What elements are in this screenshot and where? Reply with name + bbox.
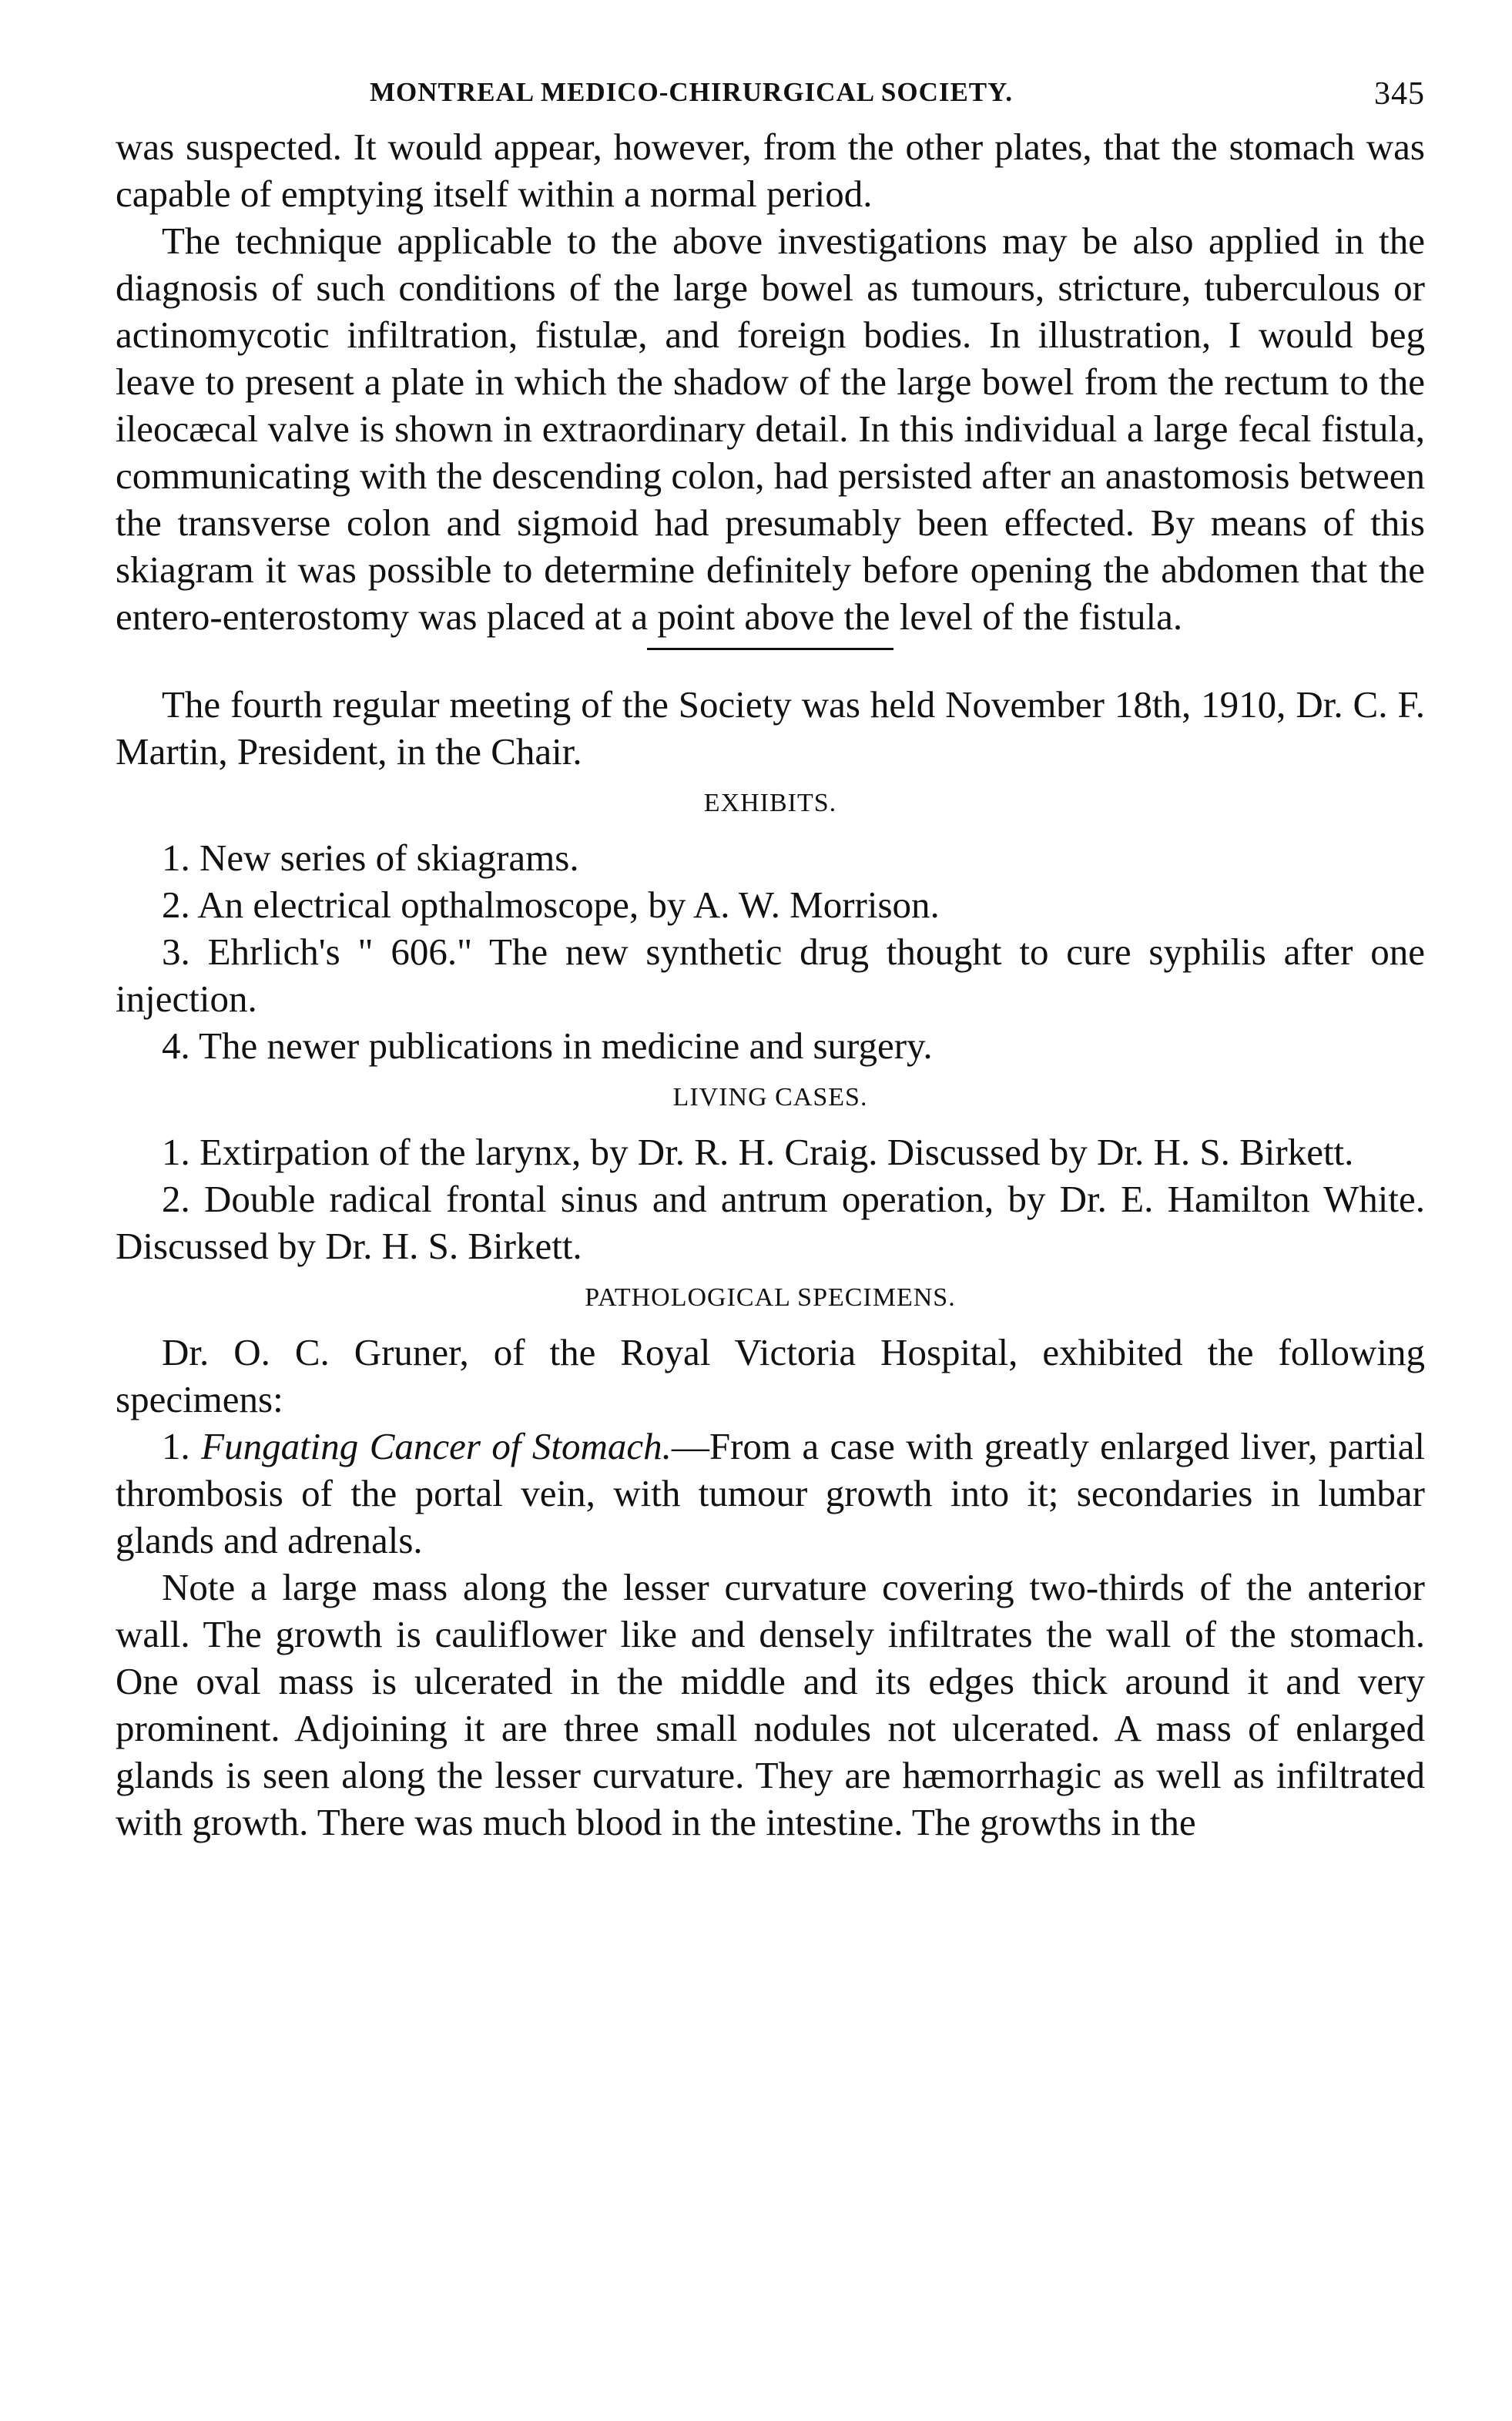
- running-head: [116, 62, 1425, 123]
- page-number: 345: [1374, 76, 1425, 112]
- specimen-1-note: Note a large mass along the lesser curvature covering two-thirds of the anterior wall. The growth is cauliflower like and densely infiltrates the wall of the stomach. One oval mass is ulcerated in the middle and its edges thick around it and very prominent. Adjoining it are three small nodules not ulcerated. A mass of enlarged glands is seen along the lesser curvature. They are hæmorrhagic as well as infiltrated with growth. There was much blood in the intestine. The growths in the: [116, 1566, 1425, 1843]
- living-case-2: 2. Double radical frontal sinus and antrum operation, by Dr. E. Hamilton White. Discussed by Dr. H. S. Birkett.: [116, 1178, 1425, 1267]
- paragraph-technique: The technique applicable to the above investigations may be also applied in the diagnosis of such conditions of the large bowel as tumours, stricture, tuberculous or actinomycotic infiltration, fistulæ, and foreign bodies. In illustration, I would beg leave to present a plate in which the shadow of the large bowel from the rectum to the ileocæcal valve is shown in extraordinary detail. In this individual a large fecal fistula, communicating with the descending colon, had persisted after an anastomosis between the transverse colon and sigmoid had presumably been effected. By means of this skiagram it was possible to determine definitely before opening the abdomen that the entero-enterostomy was placed at a point above the level of the fistula.: [116, 220, 1425, 638]
- specimen-1-number: 1.: [162, 1425, 190, 1467]
- exhibit-item-4: 4. The newer publications in medicine and surgery.: [162, 1024, 933, 1067]
- specimen-1: [116, 1423, 1425, 1564]
- paragraph-meeting: The fourth regular meeting of the Society was held November 18th, 1910, Dr. C. F. Martin, President, in the Chair.: [116, 683, 1425, 773]
- living-cases-heading: LIVING CASES.: [672, 1083, 868, 1112]
- section-divider: [647, 648, 893, 650]
- exhibits-heading: EXHIBITS.: [703, 789, 837, 817]
- specimen-1-title: Fungating Cancer of Stomach.: [201, 1425, 672, 1467]
- exhibit-item-2: 2. An electrical opthalmoscope, by A. W. Morrison.: [162, 884, 940, 926]
- running-title: MONTREAL MEDICO-CHIRURGICAL SOCIETY.: [370, 77, 1013, 107]
- paragraph-continuation: was suspected. It would appear, however, from the other plates, that the stomach was capable of emptying itself within a normal period.: [116, 126, 1425, 215]
- pathological-intro: Dr. O. C. Gruner, of the Royal Victoria Hospital, exhibited the following specimens:: [116, 1331, 1425, 1420]
- exhibit-item-3: 3. Ehrlich's " 606." The new synthetic drug thought to cure syphilis after one injection.: [116, 931, 1425, 1020]
- pathological-heading: PATHOLOGICAL SPECIMENS.: [585, 1283, 956, 1312]
- living-case-1: 1. Extirpation of the larynx, by Dr. R. H. Craig. Discussed by Dr. H. S. Birkett.: [162, 1131, 1354, 1173]
- page: [116, 62, 1425, 1846]
- specimen-1-text: —From a case with greatly enlarged liver, partial thrombosis of the portal vein, with tumour growth into it; secondaries in lumbar glands and adrenals.: [116, 1425, 1425, 1561]
- exhibit-item-1: 1. New series of skiagrams.: [162, 837, 579, 879]
